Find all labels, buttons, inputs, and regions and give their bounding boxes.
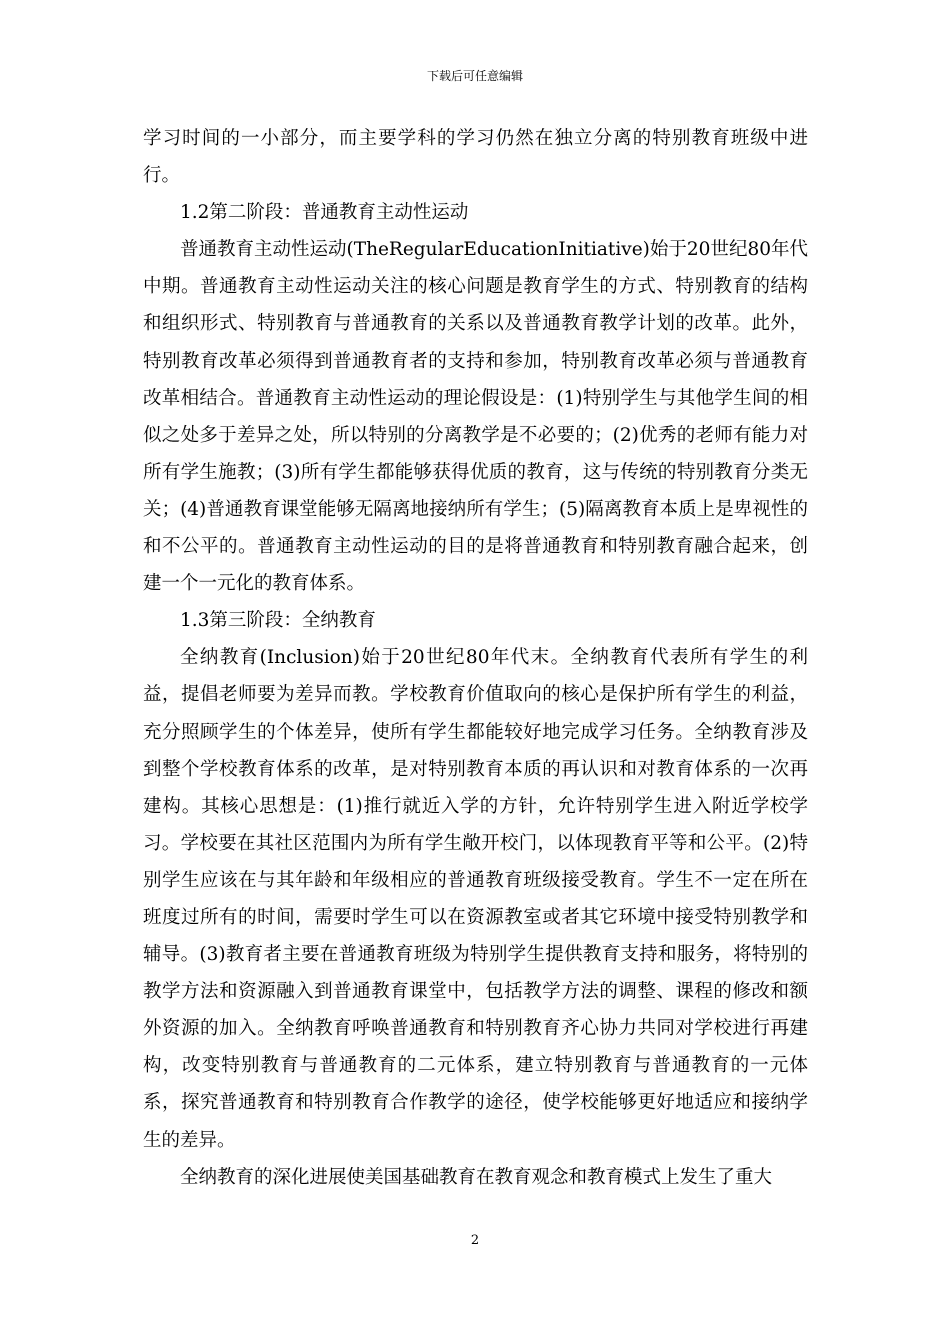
paragraph-inclusion: 全纳教育(Inclusion)始于20世纪80年代末。全纳教育代表所有学生的利益，提倡老师要为差异而教。学校教育价值取向的核心是保护所有学生的利益，充分照顾学生的个体差异，使所有学生都能较好地完成学习任务。全纳教育涉及到整个学校教育体系的改革，是对特别教育本质的再认识和对教育体系的一次再建构。其核心思想是：(1)推行就近入学的方针，允许特别学生进入附近学校学习。学校要在其社区范围内为所有学生敞开校门，以体现教育平等和公平。(2)特别学生应该在与其年龄和年级相应的普通教育班级接受教育。学生不一定在所在班度过所有的时间，需要时学生可以在资源教室或者其它环境中接受特别教学和辅导。(3)教育者主要在普通教育班级为特别学生提供教育支持和服务，将特别的教学方法和资源融入到普通教育课堂中，包括教学方法的调整、课程的修改和额外资源的加入。全纳教育呼唤普通教育和特别教育齐心协力共同对学校进行再建构，改变特别教育与普通教育的二元体系，建立特别教育与普通教育的一元体系，探究普通教育和特别教育合作教学的途径，使学校能够更好地适应和接纳学生的差异。 xyxy=(143,647,808,1151)
paragraph-continuation: 学习时间的一小部分，而主要学科的学习仍然在独立分离的特别教育班级中进行。 xyxy=(143,128,808,187)
page-header: 下载后可任意编辑 xyxy=(426,69,523,83)
page-number: 2 xyxy=(470,1233,480,1248)
paragraph-regular-education-initiative: 普通教育主动性运动(TheRegularEducationInitiative)始于20世纪80年代中期。普通教育主动性运动关注的核心问题是教育学生的方式、特别教育的结构和组织形式、特别教育与普通教育的关系以及普通教育教学计划的改革。此外，特别教育改革必须得到普通教育者的支持和参加，特别教育改革必须与普通教育改革相结合。普通教育主动性运动的理论假设是：(1)特别学生与其他学生间的相似之处多于差异之处，所以特别的分离教学是不必要的；(2)优秀的老师有能力对所有学生施教；(3)所有学生都能够获得优质的教育，这与传统的特别教育分类无关；(4)普通教育课堂能够无隔离地接纳所有学生；(5)隔离教育本质上是卑视性的和不公平的。普通教育主动性运动的目的是将普通教育和特别教育融合起来，创建一个一元化的教育体系。 xyxy=(143,239,808,595)
paragraph-inclusion-development: 全纳教育的深化进展使美国基础教育在教育观念和教育模式上发生了重大 xyxy=(180,1166,773,1188)
document-body xyxy=(143,120,808,1196)
section-heading-1-3: 1.3第三阶段：全纳教育 xyxy=(180,610,376,632)
section-heading-1-2: 1.2第二阶段：普通教育主动性运动 xyxy=(180,202,469,224)
